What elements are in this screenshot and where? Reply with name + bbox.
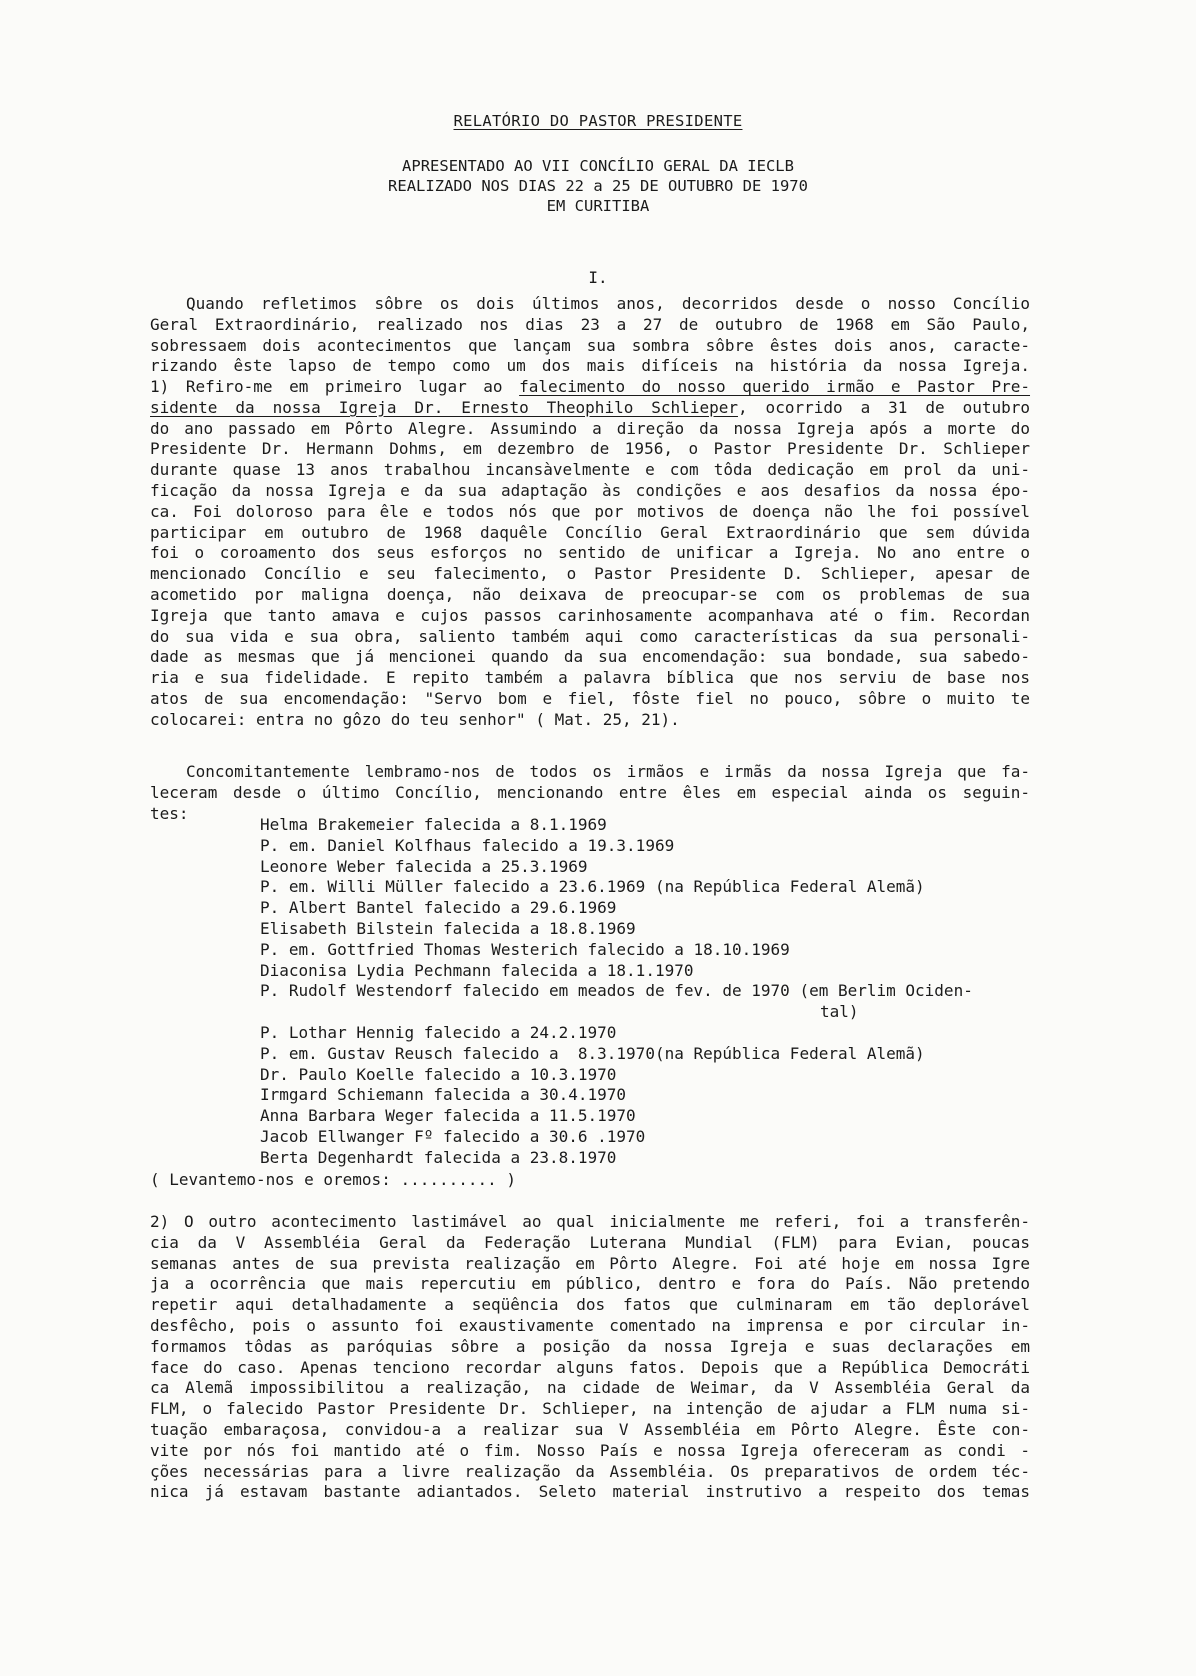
text-line: mencionado Concílio e seu falecimento, o Pastor Presidente D. Schlieper, apesar de <box>150 564 1030 584</box>
text-line: ( Levantemo-nos e oremos: .......... ) <box>150 1170 517 1189</box>
text-line: Quando refletimos sôbre os dois últimos anos, decorridos desde o nosso Concílio <box>186 294 1030 313</box>
list-item: P. em. Daniel Kolfhaus falecido a 19.3.1969 <box>260 835 675 855</box>
text-line: ja a ocorrência que mais repercutiu em público, dentro e fora do País. Não pretendo <box>150 1274 1030 1294</box>
point-2-paragraph <box>150 1212 1030 1503</box>
subtitle-line: REALIZADO NOS DIAS 22 a 25 DE OUTUBRO DE 1970 <box>388 177 808 195</box>
text-line: foi o coroamento dos seus esforços no sentido de unificar a Igreja. No ano entre o <box>150 543 1030 563</box>
text-line: ria e sua fidelidade. E repito também a palavra bíblica que nos serviu de base nos <box>150 668 1030 688</box>
text-line: cia da V Assembléia Geral da Federação Luterana Mundial (FLM) para Evian, poucas <box>150 1232 1030 1252</box>
list-item: P. em. Gottfried Thomas Westerich falecido a 18.10.1969 <box>260 939 790 959</box>
text-line: tes: <box>150 803 189 823</box>
report-title: RELATÓRIO DO PASTOR PRESIDENTE <box>453 112 743 130</box>
point-1-paragraph <box>150 377 1030 731</box>
text-line: ficação da nossa Igreja e da sua adaptação às condições e aos desafios da nossa épo- <box>150 480 1030 500</box>
list-item: Anna Barbara Weger falecida a 11.5.1970 <box>260 1106 636 1126</box>
text-line: face do caso. Apenas tenciono recordar alguns fatos. Depois que a República Democráti <box>150 1357 1030 1377</box>
text-line: acometido por maligna doença, não deixava de preocupar-se com os problemas de sua <box>150 584 1030 604</box>
list-item: Elisabeth Bilstein falecida a 18.8.1969 <box>260 918 636 938</box>
list-item: P. em. Gustav Reusch falecido a 8.3.1970(na República Federal Alemã) <box>260 1043 925 1063</box>
text-line: atos de sua encomendação: "Servo bom e fiel, fôste fiel no pouco, sôbre o muito te <box>150 688 1030 708</box>
text-line: desfêcho, pois o assunto foi exaustivamente comentado na imprensa e por circular in- <box>150 1315 1030 1335</box>
text-line: vite por nós foi mantido até o fim. Nosso País e nossa Igreja ofereceram as condi - <box>150 1440 1030 1460</box>
text-line: dade as mesmas que já mencionei quando da sua encomendação: sua bondade, sua sabedo- <box>150 647 1030 667</box>
text-line: Igreja que tanto amava e cujos passos carinhosamente acompanhava até o fim. Recordan <box>150 605 1030 625</box>
intro-paragraph <box>150 294 1030 377</box>
list-item: Dr. Paulo Koelle falecido a 10.3.1970 <box>260 1064 617 1084</box>
list-item: Helma Brakemeier falecida a 8.1.1969 <box>260 815 607 834</box>
list-item: Diaconisa Lydia Pechmann falecida a 18.1.1970 <box>260 960 694 980</box>
text-line: rizando êste lapso de tempo como um dos mais difíceis na história da nossa Igreja. <box>150 356 1030 376</box>
subtitle-line: EM CURITIBA <box>546 197 650 215</box>
page-subtitle <box>0 156 1196 216</box>
text-line: participar em outubro de 1968 daquêle Concílio Geral Extraordinário que sem dúvida <box>150 522 1030 542</box>
subtitle-line: APRESENTADO AO VII CONCÍLIO GERAL DA IECLB <box>402 157 794 175</box>
underlined-phrase: sidente da nossa Igreja Dr. Ernesto Theophilo Schlieper <box>150 397 738 417</box>
prayer-line <box>150 1170 1030 1191</box>
text-line: nica já estavam bastante adiantados. Seleto material instrutivo a respeito dos temas <box>150 1482 1030 1502</box>
text-line: ca Alemã impossibilitou a realização, na cidade de Weimar, da V Assembléia Geral da <box>150 1378 1030 1398</box>
text-line: ca. Foi doloroso para êle e todos nós que por motivos de doença não lhe foi possível <box>150 501 1030 521</box>
deceased-list <box>260 815 1040 1169</box>
underlined-phrase: falecimento do nosso querido irmão e Pastor Pre- <box>519 377 1031 396</box>
text-line: do sua vida e sua obra, saliento também aqui como características da sua personali- <box>150 626 1030 646</box>
text-line: 1) Refiro-me em primeiro lugar ao falecimento do nosso querido irmão e Pastor Pre- <box>150 377 1031 396</box>
page-title <box>0 112 1196 130</box>
text-line: 2) O outro acontecimento lastimável ao qual inicialmente me referi, foi a transferên- <box>150 1212 1030 1231</box>
list-item: Leonore Weber falecida a 25.3.1969 <box>260 856 588 876</box>
list-item: P. Lothar Hennig falecido a 24.2.1970 <box>260 1022 617 1042</box>
list-item: Berta Degenhardt falecida a 23.8.1970 <box>260 1147 617 1167</box>
text-line: formamos tôdas as paróquias sôbre a posição da nossa Igreja e suas declarações em <box>150 1336 1030 1356</box>
text-line: repetir aqui detalhadamente a seqüência dos fatos que culminaram em tão deplorável <box>150 1295 1030 1315</box>
list-item: Irmgard Schiemann falecida a 30.4.1970 <box>260 1085 627 1105</box>
list-item: P. Albert Bantel falecido a 29.6.1969 <box>260 898 617 918</box>
list-item: Jacob Ellwanger Fº falecido a 30.6 .1970 <box>260 1126 646 1146</box>
list-item: P. em. Willi Müller falecido a 23.6.1969 (na República Federal Alemã) <box>260 877 925 897</box>
text-line: sidente da nossa Igreja Dr. Ernesto Theophilo Schlieper, ocorrido a 31 de outubro <box>150 397 1030 417</box>
list-item-continuation: tal) <box>820 1002 859 1022</box>
text-line: sobressaem dois acontecimentos que lançam sua sombra sôbre êstes dois anos, caracte- <box>150 335 1030 355</box>
text-line: FLM, o falecido Pastor Presidente Dr. Schlieper, na intenção de ajudar a FLM numa si- <box>150 1399 1030 1419</box>
text-line: ções necessárias para a livre realização da Assembléia. Os preparativos de ordem téc- <box>150 1461 1030 1481</box>
text-line: semanas antes de sua prevista realização em Pôrto Alegre. Foi até hoje em nossa Igre <box>150 1253 1030 1273</box>
section-number: I. <box>588 268 608 287</box>
text-line: durante quase 13 anos trabalhou incansàvelmente e com tôda dedicação em prol da uni- <box>150 460 1030 480</box>
text-line: Geral Extraordinário, realizado nos dias 23 a 27 de outubro de 1968 em São Paulo, <box>150 314 1030 334</box>
text-line: tuação embaraçosa, convidou-a a realizar sua V Assembléia em Pôrto Alegre. Êste con- <box>150 1419 1030 1439</box>
text-line: colocarei: entra no gôzo do teu senhor" ( Mat. 25, 21). <box>150 709 680 729</box>
text-line: Presidente Dr. Hermann Dohms, em dezembro de 1956, o Pastor Presidente Dr. Schlieper <box>150 439 1030 459</box>
text-line: leceram desde o último Concílio, mencionando entre êles em especial ainda os seguin- <box>150 782 1030 802</box>
list-item: P. Rudolf Westendorf falecido em meados de fev. de 1970 (em Berlim Ociden- <box>260 981 973 1001</box>
text-line: do ano passado em Pôrto Alegre. Assumindo a direção da nossa Igreja após a morte do <box>150 418 1030 438</box>
text-line: Concomitantemente lembramo-nos de todos os irmãos e irmãs da nossa Igreja que fa- <box>186 762 1030 781</box>
